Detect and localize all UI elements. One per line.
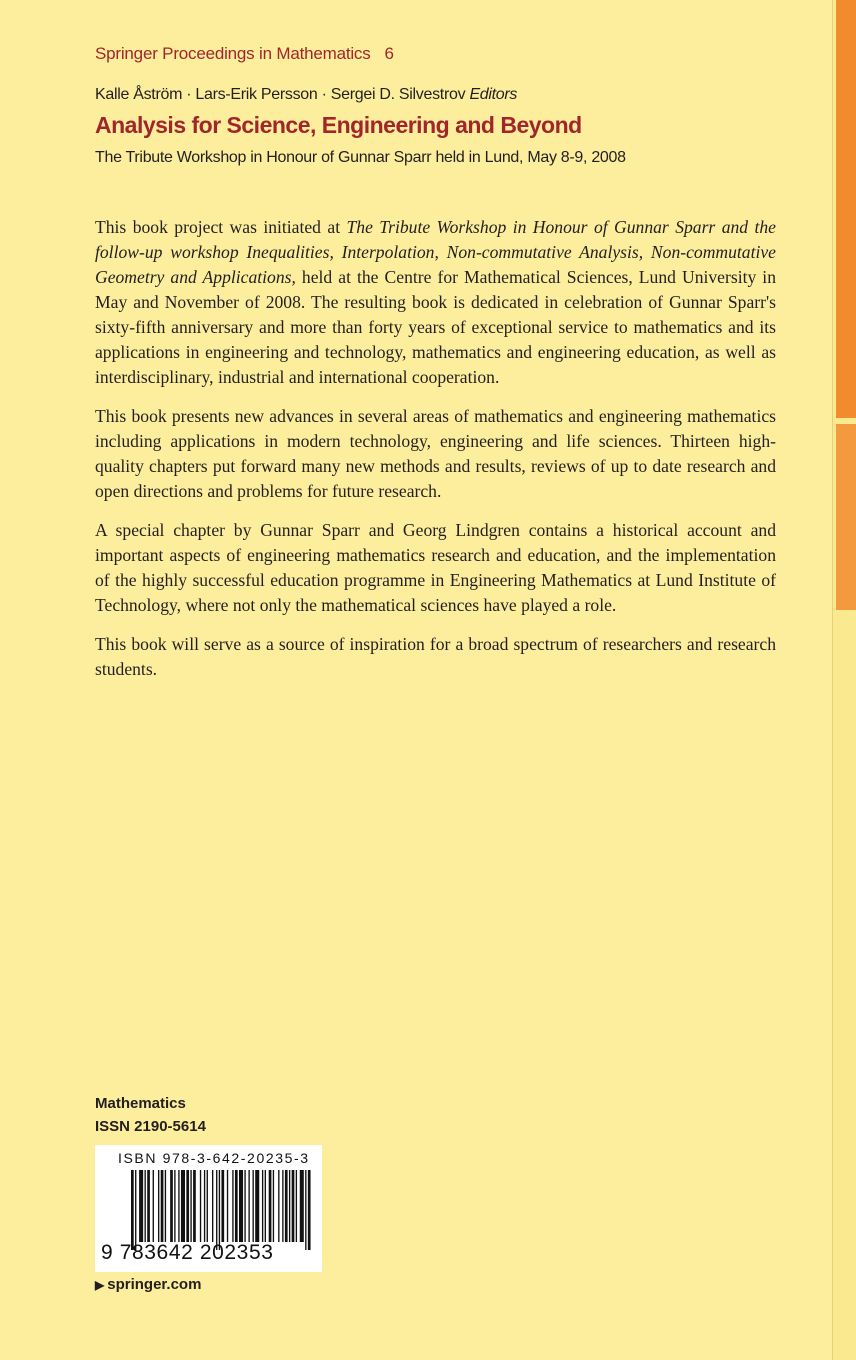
barcode-bar [170,1170,173,1242]
p1-end: held at the Centre for Mathematical Sciences, Lund University in May and November of 2008. The resulting book is dedicated in celebration of Gunnar Sparr's sixty-fifth anniversary and more than forty years of exceptional service to mathematics and its applications in engineering and technology, mathematics and engineering education, as well as interdisciplinary, industrial and international cooperation. [95,267,776,387]
barcode-bar [135,1170,136,1250]
barcode-bar [174,1170,175,1242]
barcode-bar [190,1170,191,1242]
barcode-bar [300,1170,304,1242]
p1-start: This book project was initiated at [95,217,347,237]
triangle-right-icon: ▶ [95,1278,105,1292]
spine-orange-block-bottom [836,424,856,610]
issn-label: ISSN 2190-5614 [95,1118,206,1135]
p1-italic-workshop: The Tribute Workshop in Honour of Gunnar Sparr and the follow-up workshop Inequalities, Interpolation, Non-commutative Analysis, Non-commutative Geometry and Applications, [95,217,776,287]
barcode-bar [289,1170,290,1242]
website-text: springer.com [107,1276,202,1293]
barcode-bar [147,1170,150,1242]
barcode-bar [212,1170,213,1242]
barcode-bar [232,1170,233,1242]
barcode-bar [292,1170,295,1242]
series-line [95,44,394,64]
barcode-bar [239,1170,243,1242]
description-paragraph-2: This book presents new advances in several areas of mathematics and engineering mathematics including applications in modern technology, engineering and life sciences. Thirteen high-quality chapters put forward many new methods and results, reviews of up to date research and open directions and problems for future research. [95,406,776,501]
editors-names: Kalle Åström · Lars-Erik Persson · Sergei D. Silvestrov [95,86,466,103]
barcode-bar [181,1170,185,1242]
barcode-bar [221,1170,224,1242]
description-paragraph-3: A special chapter by Gunnar Sparr and Georg Lindgren contains a historical account and important aspects of engineering mathematics research and education, and the implementation of the highly successful education programme in Engineering Mathematics at Lund Institute of Technology, where not only the mathematical sciences have played a role. [95,520,776,615]
barcode-bar [216,1170,217,1250]
barcode-bar [308,1170,311,1250]
barcode-bar [255,1170,259,1242]
spine-orange-block-top [836,0,856,418]
barcode-bar [219,1170,220,1250]
series-number: 6 [384,44,394,63]
barcode-bar [296,1170,297,1242]
barcode-bar [244,1170,245,1242]
book-subtitle: The Tribute Workshop in Honour of Gunnar Sparr held in Lund, May 8-9, 2008 [95,149,626,166]
barcode-bar [207,1170,208,1242]
barcode-bar [305,1170,306,1250]
barcode-bar [153,1170,154,1242]
isbn-label: ISBN 978-3-642-20235-3 [118,1150,310,1166]
barcode-bar [178,1170,179,1242]
book-description [95,215,776,696]
barcode-bar [131,1170,134,1250]
barcode-bar [269,1170,272,1242]
barcode-bar [165,1170,166,1242]
description-paragraph-4: This book will serve as a source of inspiration for a broad spectrum of researchers and research students. [95,634,776,679]
editors-role: Editors [469,86,518,103]
barcode-bar [253,1170,254,1242]
spine-divider [832,0,833,1360]
description-paragraph-1 [95,215,776,390]
barcode-bar [235,1170,238,1242]
barcode-bar [262,1170,263,1242]
barcode-bar [158,1170,159,1242]
barcode-bar [186,1170,189,1242]
barcode-bar [145,1170,146,1242]
barcode-bar [282,1170,283,1242]
publisher-website[interactable] [95,1276,201,1293]
barcode-bar [285,1170,288,1242]
spine-edge-strip [832,0,856,1360]
editors-line [95,86,517,104]
isbn-barcode-box [95,1145,322,1272]
barcode-bar [278,1170,279,1242]
barcode-bar [193,1170,196,1242]
subject-label: Mathematics [95,1095,186,1112]
barcode-bar [227,1170,228,1242]
barcode-bar [273,1170,274,1242]
barcode-bar [139,1170,143,1242]
barcode-bar [265,1170,266,1242]
barcode-digits: 9 783642 202353 [101,1241,274,1264]
book-title: Analysis for Science, Engineering and Beyond [95,112,582,138]
barcode-bar [204,1170,205,1242]
barcode-bar [161,1170,164,1242]
barcode-bar [200,1170,201,1242]
series-name: Springer Proceedings in Mathematics [95,44,371,63]
barcode-bar [248,1170,249,1242]
